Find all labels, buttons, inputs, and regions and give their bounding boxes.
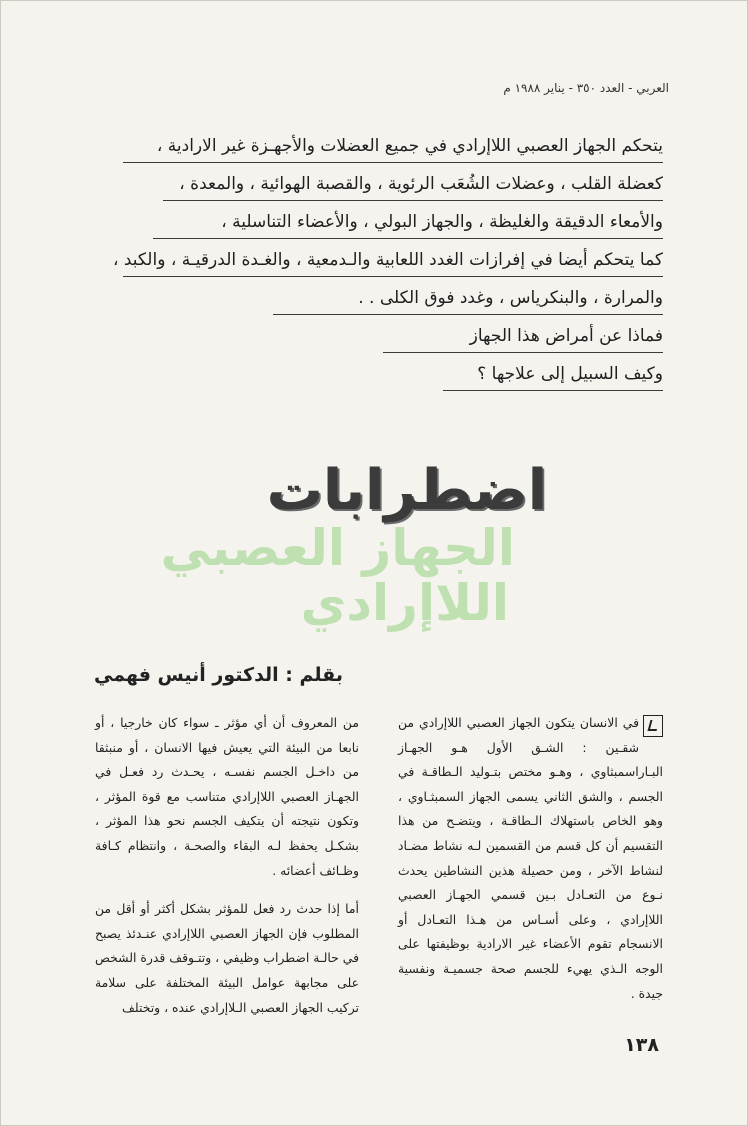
intro-line: والمرارة ، والبنكرياس ، وغدد فوق الكلى . . xyxy=(273,277,663,315)
article-paragraph: من المعروف أن أي مؤثر ـ سواء كان خارجيا ، أو نابعا من البيئة التي يعيش فيها الانسان ، أو منبثقا من داخـل الجسم نفسـه ، يحـدث رد فعـل في الجهـاز العصبي اللاإرادي متناسب مع قوة المؤثر ، وتكون نتيجته أن يتكيف الجسم نحو هذا المؤثر ، بشكـل يحفظ لـه البقاء والصحـة ، وانتظام كـافة وظـائف أعضائه . xyxy=(95,715,359,878)
intro-line: كعضلة القلب ، وعضلات الشُعَب الرئوية ، والقصبة الهوائية ، والمعدة ، xyxy=(163,163,663,201)
article-paragraph: في الانسان يتكون الجهاز العصبي اللاإرادي من شقـين : الشـق الأول هـو الجهـاز البـاراسمبثاوي ، وهـو مختص بتـوليد الـطاقـة في الجسم ، والشق الثاني يسمى الجهاز السمبثـاوي ، وهو الخاص باستهلاك الـطاقـة ، ويتضـح من هذا التقسيم أن كل قسم من القسمين لـه نشاط مضـاد لنشاط الآخر ، ومن حصيلة هذين النشاطين يحدث نـوع من التعـادل بـين قسمي الجهـاز العصبي اللاإرادي ، وعلى أسـاس من هـذا التعـادل أو الانسجام تقوم الأعضاء غير الارادية بوظيفتها على الوجه الـذي يهيء للجسم صحة جسميـة ونفسية جيدة . xyxy=(398,715,663,1001)
intro-line: كما يتحكم أيضا في إفرازات الغدد اللعابية والـدمعية ، والغـدة الدرقيـة ، والكبد ، xyxy=(123,239,663,277)
page-number: ١٣٨ xyxy=(624,1034,659,1056)
article-column-left xyxy=(95,711,359,1020)
article-subtitle-2: اللاإرادي xyxy=(300,574,509,632)
article-subtitle-1: الجهاز العصبي xyxy=(160,519,515,577)
article-start-icon xyxy=(643,715,663,737)
intro-line: يتحكم الجهاز العصبي اللاإرادي في جميع العضلات والأجهـزة غير الارادية ، xyxy=(123,125,663,163)
intro-line: والأمعاء الدقيقة والغليظة ، والجهاز البولي ، والأعضاء التناسلية ، xyxy=(153,201,663,239)
article-paragraph: أما إذا حدث رد فعل للمؤثر بشكل أكثر أو أقل من المطلوب فإن الجهاز العصبي اللاإرادي عنـدئذ يصبح في حالـة اضطراب وظيفي ، وتتـوقف قدرة الشخص على مجابهة عوامل البيئة المختلفة على سلامة تركيب الجهاز العصبي الـلاإرادي عنده ، وتختلف xyxy=(95,901,359,1015)
intro-block xyxy=(112,125,663,391)
issue-header: العربي - العدد ٣٥٠ - يناير ١٩٨٨ م xyxy=(503,81,669,95)
article-column-right xyxy=(398,711,663,1006)
author-byline: بقلم : الدكتور أنيس فهمي xyxy=(93,664,343,686)
article-title: اضطرابات xyxy=(266,458,547,523)
intro-question: فماذا عن أمراض هذا الجهاز xyxy=(383,315,663,353)
intro-question: وكيف السبيل إلى علاجها ؟ xyxy=(443,353,663,391)
